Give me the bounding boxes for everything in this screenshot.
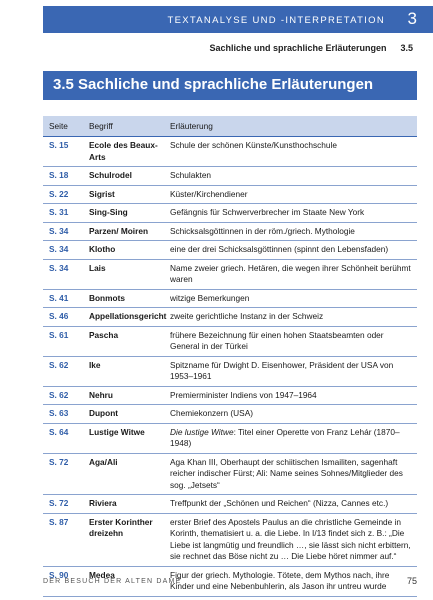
table-row — [43, 356, 417, 386]
glossary-term: Sigrist — [83, 185, 164, 204]
table-row — [43, 289, 417, 308]
explanation-text: Schule der schönen Künste/Kunsthochschule — [170, 140, 337, 150]
term-explanation — [164, 204, 417, 223]
term-explanation — [164, 308, 417, 327]
column-header-page: Seite — [43, 116, 83, 137]
table-row — [43, 308, 417, 327]
explanation-text: Schicksalsgöttinnen in der röm./griech. Mythologie — [170, 225, 355, 236]
table-row — [43, 167, 417, 186]
section-subheader — [209, 43, 413, 53]
glossary-term: Lais — [83, 259, 164, 289]
work-title: Die lustige Witwe — [170, 426, 234, 437]
page-reference: S. 72 — [43, 495, 83, 514]
explanation-text: Spitzname für Dwight D. Eisenhower, Präsident der USA von 1953–1961 — [170, 359, 394, 381]
glossary-term: Sing-Sing — [83, 204, 164, 223]
glossary-term: Dupont — [83, 405, 164, 424]
explanation-text: eine der drei Schicksalsgöttinnen (spinnt den Lebensfaden) — [170, 244, 389, 254]
glossary-term: Erster Korinther dreizehn — [83, 513, 164, 566]
table-row — [43, 204, 417, 223]
table-row — [43, 386, 417, 405]
page-reference: S. 63 — [43, 405, 83, 424]
explanation-text: Name zweier griech. Hetären, die wegen ihrer Schönheit berühmt waren — [170, 262, 411, 284]
glossary-term: Schulrodel — [83, 167, 164, 186]
term-explanation — [164, 241, 417, 260]
running-header-title: TEXTANALYSE UND -INTERPRETATION — [167, 15, 385, 26]
page-reference: S. 31 — [43, 204, 83, 223]
page-reference: S. 22 — [43, 185, 83, 204]
glossary-term: Riviera — [83, 495, 164, 514]
page-reference: S. 34 — [43, 241, 83, 260]
glossary-term: Parzen/ Moiren — [83, 222, 164, 241]
column-header-term: Begriff — [83, 116, 164, 137]
term-explanation — [164, 222, 417, 241]
glossary-term: Appellationsgericht — [83, 308, 164, 327]
page-reference: S. 72 — [43, 453, 83, 495]
term-explanation — [164, 326, 417, 356]
page-reference: S. 62 — [43, 386, 83, 405]
term-explanation — [164, 137, 417, 167]
explanation-text: : Titel einer Operette von Franz Lehár (1870–1948) — [170, 426, 400, 448]
term-explanation — [164, 513, 417, 566]
term-explanation — [164, 185, 417, 204]
table-row — [43, 405, 417, 424]
term-explanation — [164, 356, 417, 386]
page-reference: S. 61 — [43, 326, 83, 356]
term-explanation — [164, 259, 417, 289]
running-header-bar — [43, 6, 433, 33]
term-explanation — [164, 405, 417, 424]
column-header-explanation: Erläuterung — [164, 116, 417, 137]
glossary-term: Medea — [83, 566, 164, 596]
table-header-row — [43, 116, 417, 137]
explanation-text: Premierminister Indiens von 1947–1964 — [170, 389, 317, 400]
subheader-section-number: 3.5 — [400, 43, 413, 53]
section-heading: 3.5 Sachliche und sprachliche Erläuterungen — [53, 76, 374, 93]
page-reference: S. 87 — [43, 513, 83, 566]
glossary-term: Ecole des Beaux-Arts — [83, 137, 164, 167]
term-explanation — [164, 495, 417, 514]
subheader-title: Sachliche und sprachliche Erläuterungen — [209, 43, 387, 53]
glossary-table — [43, 116, 417, 597]
table-row — [43, 326, 417, 356]
page-reference: S. 41 — [43, 289, 83, 308]
explanation-text: erster Brief des Apostels Paulus an die christliche Gemeinde in Korinth, thematisiert u. a. die Liebe. In I/13 findet sich z. B.: „Die Liebe ist langmütig und freundlich …, sie lässt sich nicht erbittern, sie rechnet das Böse nicht zu … Die Liebe höret nimmer auf.“ — [170, 516, 411, 561]
term-explanation — [164, 386, 417, 405]
table-row — [43, 495, 417, 514]
table-row — [43, 453, 417, 495]
page-reference: S. 34 — [43, 222, 83, 241]
glossary-term: Klotho — [83, 241, 164, 260]
footer-book-title: DER BESUCH DER ALTEN DAME — [43, 578, 182, 585]
section-heading-bar — [43, 71, 417, 100]
explanation-text: Aga Khan III, Oberhaupt der schiitischen Ismailiten, sagenhaft reicher indischer Fürst; Ali: Name seines Sohnes/Mitglieder des sog. „Jetsets“ — [170, 456, 403, 490]
page-reference: S. 64 — [43, 423, 83, 453]
explanation-text: Figur der griech. Mythologie. Tötete, dem Mythos nach, ihre Kinder und eine Nebenbuhlerin, als Jason ihr untreu wurde — [170, 569, 390, 591]
table-row — [43, 241, 417, 260]
explanation-text: frühere Bezeichnung für einen hohen Staatsbeamten oder General in der Türkei — [170, 329, 384, 351]
explanation-text: Chemiekonzern (USA) — [170, 408, 253, 418]
table-row — [43, 423, 417, 453]
page-reference: S. 46 — [43, 308, 83, 327]
explanation-text: Schulakten — [170, 170, 212, 180]
table-row — [43, 222, 417, 241]
glossary-term: Ike — [83, 356, 164, 386]
page-reference: S. 15 — [43, 137, 83, 167]
page-reference: S. 34 — [43, 259, 83, 289]
term-explanation — [164, 423, 417, 453]
glossary-term: Pascha — [83, 326, 164, 356]
explanation-text: zweite gerichtliche Instanz in der Schweiz — [170, 311, 324, 321]
table-row — [43, 185, 417, 204]
page-reference: S. 90 — [43, 566, 83, 596]
explanation-text: Küster/Kirchendiener — [170, 188, 248, 199]
term-explanation — [164, 167, 417, 186]
table-row — [43, 259, 417, 289]
glossary-term: Nehru — [83, 386, 164, 405]
explanation-text: witzige Bemerkungen — [170, 292, 250, 303]
term-explanation — [164, 566, 417, 596]
term-explanation — [164, 453, 417, 495]
explanation-text: Treffpunkt der „Schönen und Reichen“ (Nizza, Cannes etc.) — [170, 498, 389, 508]
chapter-number: 3 — [407, 9, 417, 28]
page-reference: S. 18 — [43, 167, 83, 186]
glossary-term: Bonmots — [83, 289, 164, 308]
table-row — [43, 137, 417, 167]
glossary-term: Aga/Ali — [83, 453, 164, 495]
table-row — [43, 513, 417, 566]
glossary-term: Lustige Witwe — [83, 423, 164, 453]
page-number: 75 — [406, 576, 417, 586]
explanation-text: Gefängnis für Schwerverbrecher im Staate New York — [170, 207, 365, 217]
term-explanation — [164, 289, 417, 308]
page-reference: S. 62 — [43, 356, 83, 386]
